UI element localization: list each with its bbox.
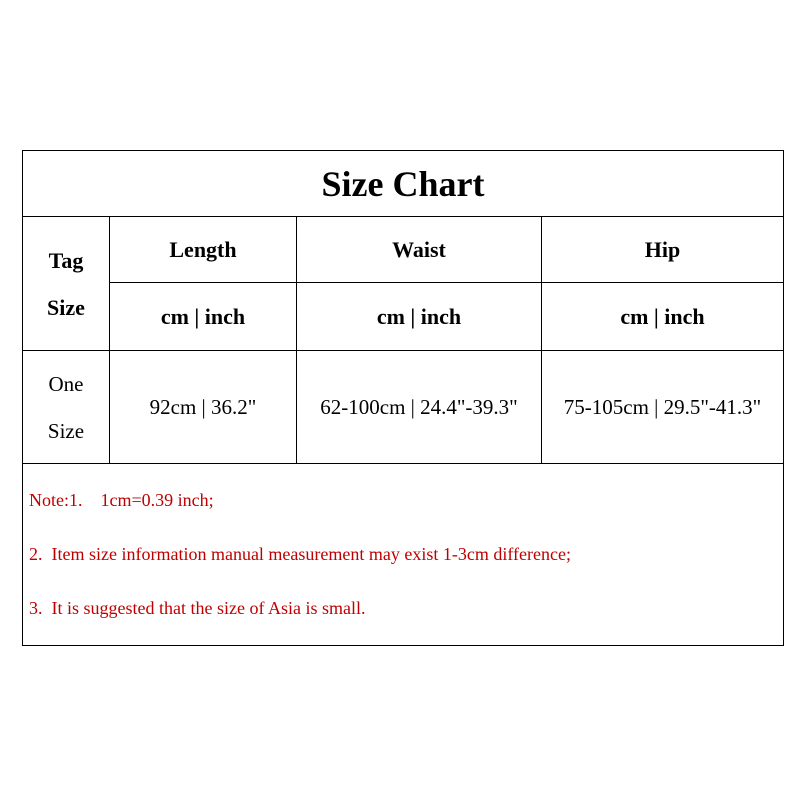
length-units: cm | inch: [160, 303, 246, 329]
waist-units: cm | inch: [376, 303, 462, 329]
note-1: Note:1. 1cm=0.39 inch;: [29, 490, 214, 510]
length-value: 92cm | 36.2": [149, 394, 257, 419]
size-label-line2: Size: [47, 418, 85, 443]
hip-value: 75-105cm | 29.5"-41.3": [563, 394, 762, 419]
size-label-line1: One: [48, 371, 84, 396]
length-header: Length: [169, 236, 237, 262]
hip-header: Hip: [644, 236, 681, 262]
tag-size-header-line2: Size: [47, 295, 85, 320]
chart-title: Size Chart: [23, 151, 783, 217]
size-chart-table: [22, 150, 784, 646]
tag-size-header-line1: Tag: [48, 248, 84, 273]
waist-header: Waist: [392, 236, 446, 262]
note-2: 2. Item size information manual measurement may exist 1-3cm difference;: [29, 544, 571, 564]
hip-units: cm | inch: [620, 303, 705, 329]
notes-section: [23, 464, 783, 645]
note-3: 3. It is suggested that the size of Asia is small.: [29, 598, 366, 618]
waist-value: 62-100cm | 24.4"-39.3": [320, 394, 518, 419]
